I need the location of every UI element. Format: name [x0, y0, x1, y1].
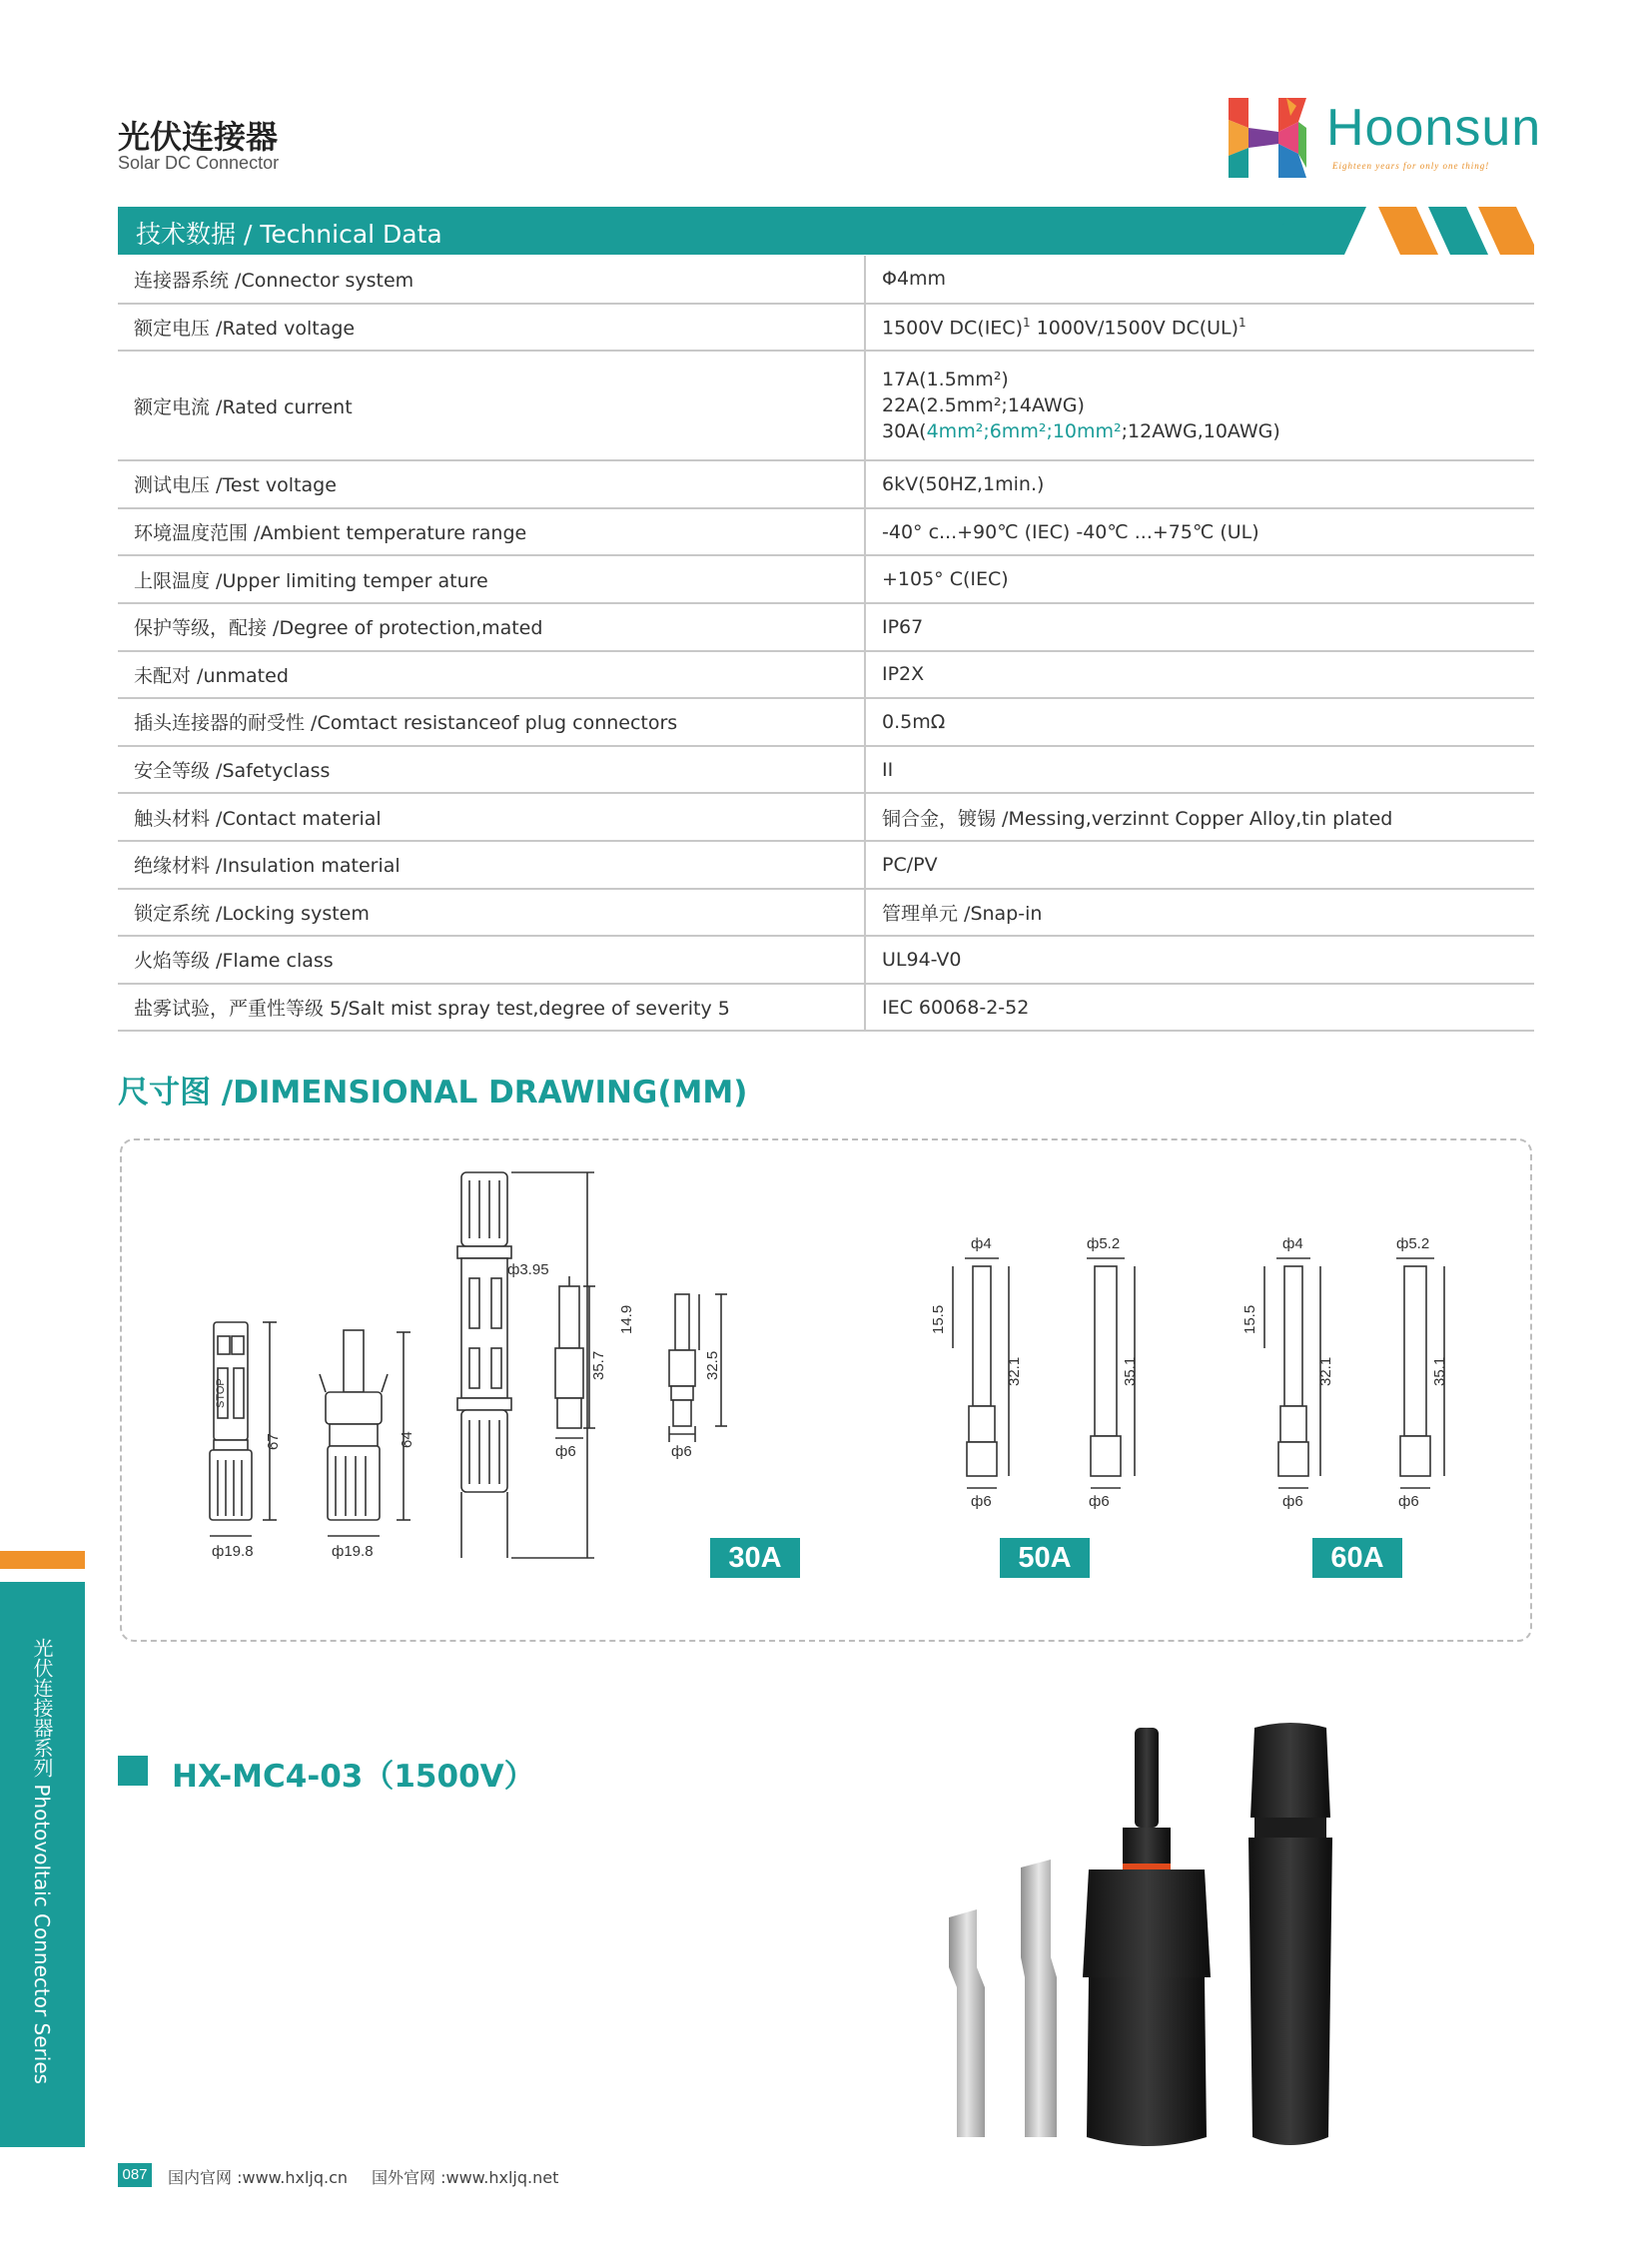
table-row	[118, 841, 1534, 889]
dim-30a-32-5: 32.5	[704, 1350, 721, 1380]
model-bullet	[118, 1756, 148, 1786]
sidebar-label: 光伏连接器系列 Photovoltaic Connector Series	[30, 1638, 54, 2085]
spec-value: +105° C(IEC)	[865, 555, 1534, 603]
ce-mark-icon: CE	[1274, 213, 1317, 248]
spec-value: II	[865, 746, 1534, 794]
dim-50a-d6-b: ф6	[1089, 1493, 1110, 1510]
badge-30a: 30A	[710, 1538, 800, 1578]
spec-value: 铜合金，镀锡 /Messing,verzinnt Copper Alloy,tin plated	[865, 793, 1534, 841]
spec-key: 未配对 /unmated	[118, 651, 865, 699]
table-row	[118, 555, 1534, 603]
spec-value	[865, 351, 1534, 460]
dim-50a-15-5: 15.5	[930, 1304, 947, 1334]
dim-30a-d6-a: ф6	[671, 1443, 692, 1460]
dim-30a-14-9: 14.9	[618, 1304, 635, 1334]
table-row	[118, 460, 1534, 508]
product-photo	[939, 1718, 1498, 2157]
spec-value: IP2X	[865, 651, 1534, 699]
table-row	[118, 256, 1534, 304]
dim-50a-35-1: 35.1	[1122, 1356, 1139, 1386]
metal-pin-short-icon	[949, 1909, 985, 2137]
dim-64: 64	[399, 1431, 415, 1448]
dim-50a-d4: ф4	[971, 1235, 992, 1252]
spec-key: 连接器系统 /Connector system	[118, 256, 865, 304]
current-line: 17A(1.5mm²)	[882, 369, 1009, 391]
badge-50a: 50A	[1000, 1538, 1090, 1578]
dimensional-drawing-title: 尺寸图 /DIMENSIONAL DRAWING(MM)	[118, 1075, 748, 1111]
brand-name: Hoonsun	[1326, 99, 1542, 157]
spec-key: 火焰等级 /Flame class	[118, 936, 865, 984]
dim-50a-32-1: 32.1	[1006, 1356, 1023, 1386]
model-title: HX-MC4-03（1500V）	[172, 1759, 535, 1795]
brand-tagline: Eighteen years for only one thing!	[1332, 161, 1490, 171]
dim-60a-35-1: 35.1	[1431, 1356, 1448, 1386]
spec-key: 安全等级 /Safetyclass	[118, 746, 865, 794]
hoonsun-mark-icon	[1229, 98, 1318, 178]
stop-label: STOP	[215, 1378, 227, 1408]
current-highlight: 4mm²;6mm²;10mm²	[926, 420, 1122, 443]
spec-value	[865, 304, 1534, 352]
spec-key: 额定电压 /Rated voltage	[118, 304, 865, 352]
current-prefix: 30A(	[882, 420, 927, 443]
technical-data-title: 技术数据 / Technical Data	[136, 220, 442, 249]
dim-19-8-right: ф19.8	[332, 1543, 374, 1560]
current-suffix: ;12AWG,10AWG)	[1121, 420, 1280, 443]
spec-value: 0.5mΩ	[865, 698, 1534, 746]
metal-pin-long-icon	[1021, 1860, 1057, 2137]
footnote-mark: 1	[1239, 315, 1246, 330]
table-row	[118, 793, 1534, 841]
male-connector-icon	[1083, 1728, 1211, 2146]
table-row	[118, 698, 1534, 746]
spec-key: 上限温度 /Upper limiting temper ature	[118, 555, 865, 603]
footer-domestic-site[interactable]: 国内官网 :www.hxljq.cn	[168, 2168, 349, 2187]
dim-60a-d6-a: ф6	[1282, 1493, 1303, 1510]
spec-key: 测试电压 /Test voltage	[118, 460, 865, 508]
page-subtitle: Solar DC Connector	[118, 153, 280, 173]
badge-60a: 60A	[1312, 1538, 1402, 1578]
current-line: 22A(2.5mm²;14AWG)	[882, 394, 1085, 417]
dim-60a-d5-2: ф5.2	[1396, 1235, 1430, 1252]
table-row	[118, 984, 1534, 1032]
page-number: 087	[118, 2163, 152, 2187]
spec-key: 保护等级，配接 /Degree of protection,mated	[118, 603, 865, 651]
dim-50a-d5-2: ф5.2	[1087, 1235, 1121, 1252]
spec-key: 盐雾试验，严重性等级 5/Salt mist spray test,degree of severity 5	[118, 984, 865, 1032]
connector-female-drawing	[210, 1322, 277, 1536]
dim-30a-d6-b: ф6	[555, 1443, 576, 1460]
spec-value: PC/PV	[865, 841, 1534, 889]
sidebar-accent	[0, 1551, 85, 1569]
pin-60a-drawing	[1264, 1258, 1444, 1488]
voltage-ul: 1000V/1500V DC(UL)	[1030, 317, 1239, 340]
pin-30a-drawing	[555, 1276, 727, 1442]
table-row	[118, 304, 1534, 352]
footnote-mark: 1	[1023, 315, 1031, 330]
dim-60a-32-1: 32.1	[1317, 1356, 1334, 1386]
table-row	[118, 651, 1534, 699]
spec-key: 触头材料 /Contact material	[118, 793, 865, 841]
technical-data-table	[118, 256, 1534, 1032]
table-row	[118, 746, 1534, 794]
table-row	[118, 508, 1534, 556]
dim-60a-15-5: 15.5	[1241, 1304, 1258, 1334]
page-title: 光伏连接器	[118, 118, 279, 156]
dim-50a-d6-a: ф6	[971, 1493, 992, 1510]
female-connector-icon	[1248, 1723, 1332, 2145]
pin-50a-drawing	[953, 1258, 1135, 1488]
dim-30a-d3-95: ф3.95	[507, 1261, 549, 1278]
table-row	[118, 889, 1534, 937]
table-row	[118, 936, 1534, 984]
spec-value: 管理单元 /Snap-in	[865, 889, 1534, 937]
current-line	[882, 418, 1518, 444]
spec-key: 插头连接器的耐受性 /Comtact resistanceof plug connectors	[118, 698, 865, 746]
spec-value: IEC 60068-2-52	[865, 984, 1534, 1032]
connector-male-drawing	[320, 1330, 411, 1536]
dim-60a-d4: ф4	[1282, 1235, 1303, 1252]
spec-key: 额定电流 /Rated current	[118, 351, 865, 460]
table-row	[118, 603, 1534, 651]
dim-67: 67	[265, 1433, 282, 1450]
spec-value: -40° c...+90℃ (IEC) -40℃ ...+75℃ (UL)	[865, 508, 1534, 556]
voltage-iec: 1500V DC(IEC)	[882, 317, 1023, 340]
spec-value: UL94-V0	[865, 936, 1534, 984]
dim-60a-d6-b: ф6	[1398, 1493, 1419, 1510]
brand-logo	[1229, 98, 1542, 178]
spec-value: 6kV(50HZ,1min.)	[865, 460, 1534, 508]
spec-key: 绝缘材料 /Insulation material	[118, 841, 865, 889]
spec-key: 环境温度范围 /Ambient temperature range	[118, 508, 865, 556]
footer-overseas-site[interactable]: 国外官网 :www.hxljq.net	[372, 2168, 559, 2187]
dim-19-8-left: ф19.8	[212, 1543, 254, 1560]
technical-data-header	[118, 207, 1534, 255]
spec-value: Φ4mm	[865, 256, 1534, 304]
table-row	[118, 351, 1534, 460]
dim-30a-35-7: 35.7	[590, 1350, 607, 1380]
spec-value: IP67	[865, 603, 1534, 651]
spec-key: 锁定系统 /Locking system	[118, 889, 865, 937]
